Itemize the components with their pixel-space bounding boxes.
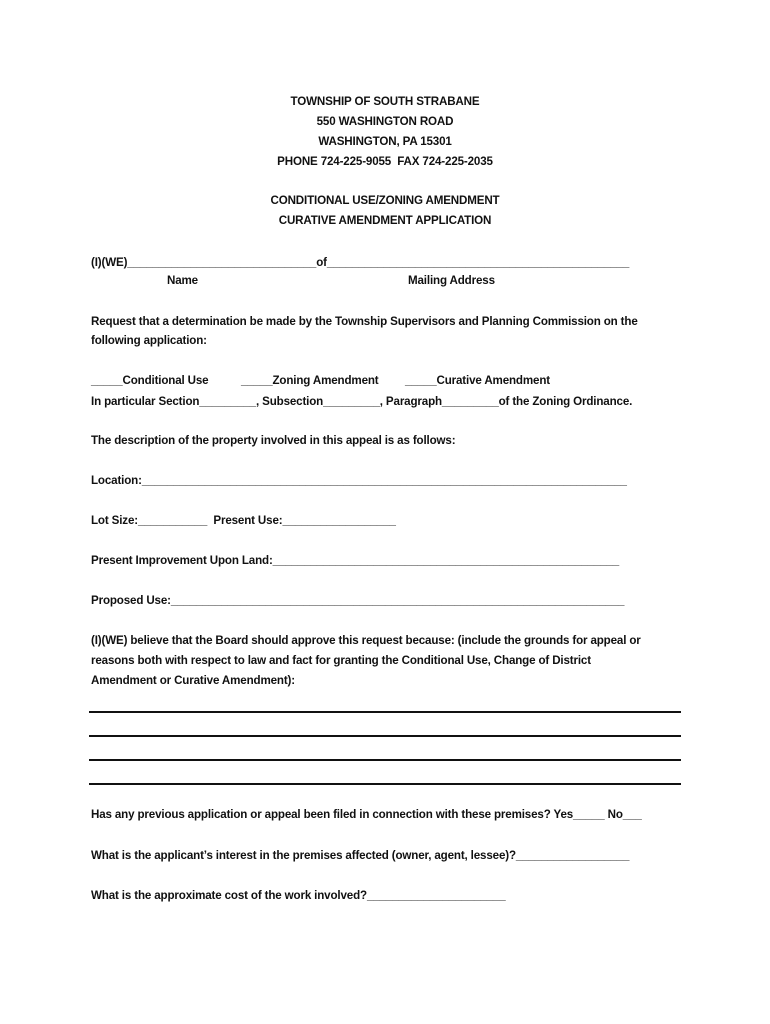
curative-amendment-option[interactable]: _____Curative Amendment	[405, 374, 550, 387]
previous-application-question[interactable]: Has any previous application or appeal been filed in connection with these premises? Yes_____ No___	[91, 808, 642, 821]
location-field[interactable]: Location:_____________________________________________________________________________	[91, 474, 627, 487]
applicant-name-address-field[interactable]: (I)(WE)______________________________of________________________________________________	[91, 256, 630, 269]
township-city: WASHINGTON, PA 15301	[318, 135, 452, 148]
name-label: Name	[167, 274, 198, 287]
present-improvement-field[interactable]: Present Improvement Upon Land:_______________________________________________________	[91, 554, 620, 567]
reasons-answer-line-2[interactable]	[89, 735, 681, 737]
township-phone-fax: PHONE 724-225-9055 FAX 724-225-2035	[277, 155, 493, 168]
applicant-interest-question[interactable]: What is the applicant’s interest in the premises affected (owner, agent, lessee)?__________________	[91, 849, 630, 862]
form-title: CONDITIONAL USE/ZONING AMENDMENT	[270, 194, 500, 207]
reasons-answer-line-1[interactable]	[89, 711, 681, 713]
lot-size-present-use-field[interactable]: Lot Size:___________ Present Use:__________________	[91, 514, 396, 527]
township-street: 550 WASHINGTON ROAD	[316, 115, 454, 128]
reasons-answer-line-3[interactable]	[89, 759, 681, 761]
mailing-address-label: Mailing Address	[408, 274, 495, 287]
conditional-use-option[interactable]: _____Conditional Use	[91, 374, 209, 387]
request-text-line-1: Request that a determination be made by the Township Supervisors and Planning Commission on the	[91, 315, 638, 328]
proposed-use-field[interactable]: Proposed Use:________________________________________________________________________	[91, 594, 625, 607]
zoning-amendment-option[interactable]: _____Zoning Amendment	[241, 374, 379, 387]
form-subtitle: CURATIVE AMENDMENT APPLICATION	[278, 214, 492, 227]
request-text-line-2: following application:	[91, 334, 207, 347]
reasons-text-line-3: Amendment or Curative Amendment):	[91, 674, 295, 687]
reasons-text-line-2: reasons both with respect to law and fact for granting the Conditional Use, Change of District	[91, 654, 591, 667]
reasons-text-line-1: (I)(WE) believe that the Board should approve this request because: (include the grounds for appeal or	[91, 634, 641, 647]
reasons-answer-line-4[interactable]	[89, 783, 681, 785]
property-description-intro: The description of the property involved in this appeal is as follows:	[91, 434, 456, 447]
approximate-cost-question[interactable]: What is the approximate cost of the work involved?______________________	[91, 889, 506, 902]
section-reference-field[interactable]: In particular Section_________, Subsection_________, Paragraph_________of the Zoning Ordinance.	[91, 395, 633, 408]
township-name: TOWNSHIP OF SOUTH STRABANE	[290, 95, 480, 108]
